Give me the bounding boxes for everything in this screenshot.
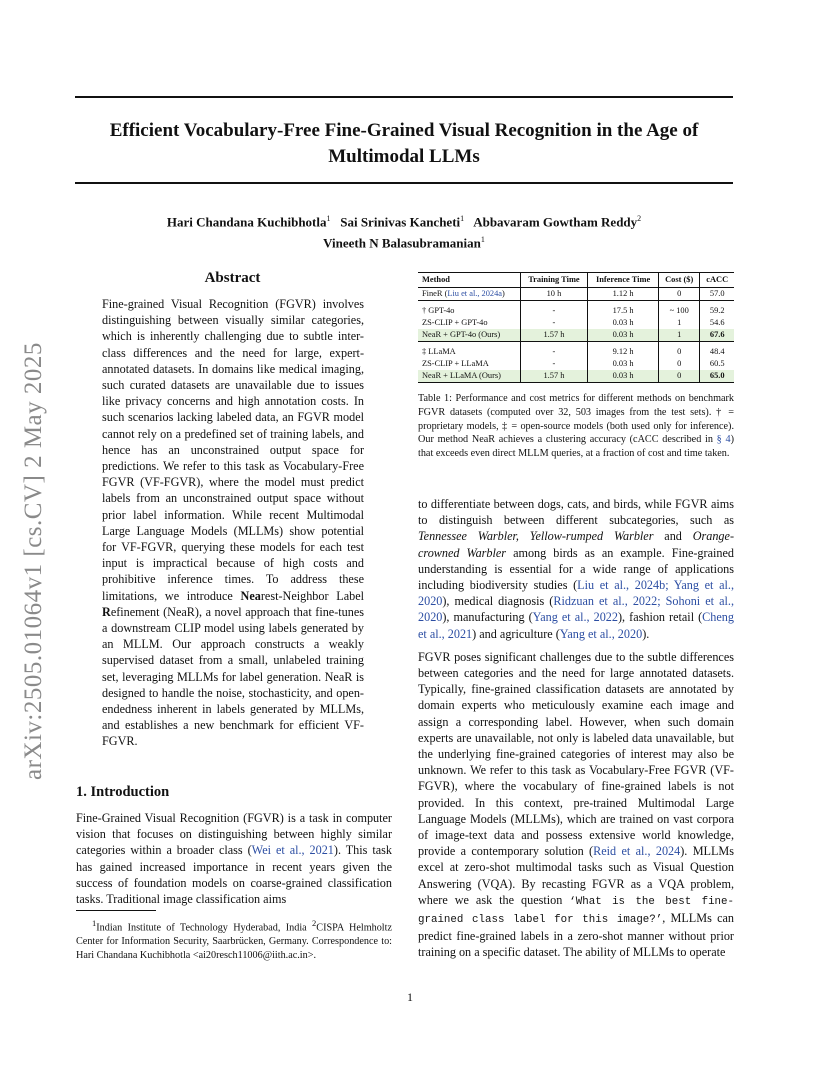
abstract-bold-acronym: Nea [240, 588, 261, 603]
citation-link[interactable]: Liu et al., 2024a [447, 289, 503, 298]
author-affiliation-mark: 1 [460, 214, 465, 223]
table-row [418, 342, 734, 359]
citation-link[interactable]: Reid et al., 2024 [593, 844, 681, 859]
author-affiliation-mark: 1 [326, 214, 331, 223]
table-cell-training-time: 10 h [520, 288, 588, 301]
footnote-text: Indian Institute of Technology Hyderabad, India [96, 922, 313, 934]
table-cell-method: † GPT-4o [422, 306, 455, 315]
citation-link[interactable]: Ridzuan et al., 2022; Sohoni et al., 2020 [418, 594, 734, 625]
abstract-bold-acronym: R [102, 604, 111, 619]
abstract-text-part: Fine-grained Visual Recognition (FGVR) involves distinguishing between visually similar categories, which is inherently challenging due to subtle inter-class differences and the need for large, expert-annotated datasets. In domains like medical imaging, such curated datasets are unavailable due to issues like privacy concerns and high annotation costs. In such scenarios lacking labeled data, an FGVR model cannot rely on a predefined set of training labels, and hence has an unconstrained output space for predictions. We refer to this task as Vocabulary-Free FGVR (VF-FGVR), where the model must predict labels from an unconstrained output space without prior label information. While recent Multimodal Large Language Models (MLLMs) show potential for VF-FGVR, querying these models for each test input is impractical because of high costs and prohibitive inference times. To address these limitations, we introduce [102, 297, 364, 603]
table-cell-cacc: 59.2 [700, 301, 734, 318]
table-cell-training-time: - [520, 342, 588, 359]
citation-link[interactable]: Wei et al., 2021 [251, 843, 334, 858]
table-cell-cost: 0 [658, 370, 700, 383]
vqa-query-text: ‘What is the best fine-grained class label for this image?’ [418, 895, 734, 927]
paragraph: FGVR poses significant challenges due to the subtle differences between categories and the need for large annotated datasets. Typically, fine-grained classification datasets are annotated by domain experts who meticulously examine each image and assign a corresponding label. However, when such domain experts are unavailable, not only is labeled data unavailable, but the underlying fine-grained categories of interest may also be unknown. We refer to this task as Vocabulary-Free FGVR (VF-FGVR), where the vocabulary of fine-grained labels is not provided. In this context, pre-trained Multimodal Large Language Models (MLLMs), which are trained on vast corpora of image-text data and possess extensive world knowledge, provide a contemporary solution (Reid et al., 2024). MLLMs excel at zero-shot multimodal tasks such as Visual Question Answering (VQA). By recasting FGVR as a VQA problem, where we ask the question ‘What is the best fine-grained class label for this image?’, MLLMs can predict fine-grained labels in a zero-shot manner without prior training on a specific dataset. The ability of MLLMs to operate [418, 649, 735, 960]
affiliation-footnote [76, 916, 392, 963]
table-cell-inference-time: 9.12 h [588, 342, 659, 359]
table-cell-method: NeaR + LLaMA (Ours) [418, 370, 520, 383]
table-header-training-time: Training Time [520, 273, 588, 288]
table-cell-method: ‡ LLaMA [422, 347, 456, 356]
paper-title: Efficient Vocabulary-Free Fine-Grained Visual Recognition in the Age of Multimodal LLMs [109, 120, 699, 167]
table-cell-cost: 1 [658, 317, 700, 329]
footnote-text: CISPA Helmholtz Center for Information Security, Saarbrücken, Germany. Correspondence to: Hari Chandana Kuchibhotla <ai20resch11006@iith.ac.in>. [76, 922, 392, 962]
citation-link[interactable]: Cheng et al., 2021 [418, 610, 734, 641]
table-header-cost: Cost ($) [658, 273, 700, 288]
table-cell-method: NeaR + GPT-4o (Ours) [418, 329, 520, 342]
table-cell-cacc: 67.6 [700, 329, 734, 342]
table-caption [418, 392, 734, 461]
arxiv-identifier-stamp[interactable]: arXiv:2505.01064v1 [cs.CV] 2 May 2025 [20, 342, 47, 780]
title-bottom-rule [75, 182, 733, 184]
author-affiliation-mark: 1 [480, 235, 485, 245]
author-name: Sai Srinivas Kancheti [340, 214, 461, 230]
table-cell-cost: ~ 100 [658, 301, 700, 318]
author-affiliation-mark: 2 [637, 214, 642, 223]
table-cell-training-time: - [520, 301, 588, 318]
intro-text-part: ). This task has gained increased importance in recent years given the success of foundation models on coarse-grained classification tasks. Traditional image classification aims [76, 843, 392, 907]
table-cell-inference-time: 17.5 h [588, 301, 659, 318]
table-cell-inference-time: 0.03 h [588, 370, 659, 383]
footnote-rule [76, 910, 156, 911]
citation-link[interactable]: Yang et al., 2020 [559, 626, 643, 641]
table-cell-training-time: 1.57 h [520, 329, 588, 342]
author-name: Abbavaram Gowtham Reddy [473, 214, 638, 230]
section-heading-introduction: 1. Introduction [76, 784, 170, 800]
caption-text: ) that exceeds even direct MLLM queries, at a fraction of cost and time taken. [418, 434, 734, 460]
table-cell-cacc: 57.0 [700, 288, 734, 301]
table-header-cacc: cACC [700, 273, 734, 288]
right-column-text [418, 496, 734, 961]
table-cell-cacc: 54.6 [700, 317, 734, 329]
table-cell-cost: 0 [658, 342, 700, 359]
table-cell-inference-time: 0.03 h [588, 317, 659, 329]
paragraph: to differentiate between dogs, cats, and birds, while FGVR aims to distinguish between different subcategories, such as Tennessee Warbler, Yellow-rumped Warbler and Orange-crowned Warbler among birds as an example. Fine-grained understanding is essential for a wide range of applications including biodiversity studies (Liu et al., 2024b; Yang et al., 2020), medical diagnosis (Ridzuan et al., 2022; Sohoni et al., 2020), manufacturing (Yang et al., 2022), fashion retail (Cheng et al., 2021) and agriculture (Yang et al., 2020). [418, 497, 734, 641]
table-cell-cacc: 48.4 [700, 342, 734, 359]
top-rule [75, 96, 733, 98]
table-header-row [418, 273, 734, 288]
table-cell-cost: 0 [658, 288, 700, 301]
abstract-heading: Abstract [204, 270, 261, 286]
footnote-mark: 2 [312, 918, 317, 928]
table-cell-method: ZS-CLIP + GPT-4o [422, 318, 488, 327]
table-cell-inference-time: 0.03 h [588, 329, 659, 342]
table-row-highlighted [418, 370, 734, 383]
table-cell-cacc: 65.0 [700, 370, 734, 383]
table-row [418, 301, 734, 318]
table-header-inference-time: Inference Time [588, 273, 659, 288]
caption-text: Table 1: Performance and cost metrics for different methods on benchmark FGVR datasets (computed over 32, 503 images from the test sets). † = proprietary models, ‡ = open-source models (both used only for inference). Our method NeaR achieves a clustering accuracy (cACC described in [418, 393, 734, 446]
citation-link[interactable]: Yang et al., 2022 [532, 610, 618, 625]
table-cell-training-time: - [520, 317, 588, 329]
results-table [418, 272, 734, 383]
section-link[interactable]: § 4 [716, 434, 731, 446]
table-cell-cacc: 60.5 [700, 358, 734, 370]
abstract-text-part: rest-Neighbor Label [260, 588, 364, 603]
table-cell-cost: 1 [658, 329, 700, 342]
author-name: Hari Chandana Kuchibhotla [166, 214, 327, 230]
table-row [418, 288, 734, 301]
abstract-text-part: efinement (NeaR), a novel approach that fine-tunes a downstream CLIP model using labels generated by an MLLM. Our approach constructs a weakly supervised dataset from a small, unlabeled training set, leveraging MLLMs for label generation. NeaR is designed to handle the noise, stochasticity, and open-endedness inherent in labels generated by MLLMs, and establishes a new benchmark for efficient VF-FGVR. [102, 604, 364, 749]
table-row-highlighted [418, 329, 734, 342]
author-name: Vineeth N Balasubramanian [323, 235, 481, 251]
table-cell-inference-time: 1.12 h [588, 288, 659, 301]
introduction-text [76, 810, 392, 907]
author-list [75, 210, 733, 253]
citation-link[interactable]: Liu et al., 2024b; Yang et al., 2020 [418, 578, 734, 609]
table-cell-training-time: 1.57 h [520, 370, 588, 383]
footnote-mark: 1 [91, 918, 97, 928]
intro-text-part: Fine-Grained Visual Recognition (FGVR) is a task in computer vision that focuses on distinguishing between highly similar categories within a broader class ( [76, 811, 392, 858]
table-header-method: Method [418, 273, 520, 288]
table-cell-method: FineR (Liu et al., 2024a) [418, 288, 520, 301]
table-cell-inference-time: 0.03 h [588, 358, 659, 370]
abstract-text [102, 296, 364, 750]
table-cell-method: ZS-CLIP + LLaMA [422, 359, 489, 368]
table-cell-cost: 0 [658, 358, 700, 370]
page-number: 1 [407, 990, 413, 1004]
table-row [418, 317, 734, 329]
table-cell-training-time: - [520, 358, 588, 370]
table-row [418, 358, 734, 370]
